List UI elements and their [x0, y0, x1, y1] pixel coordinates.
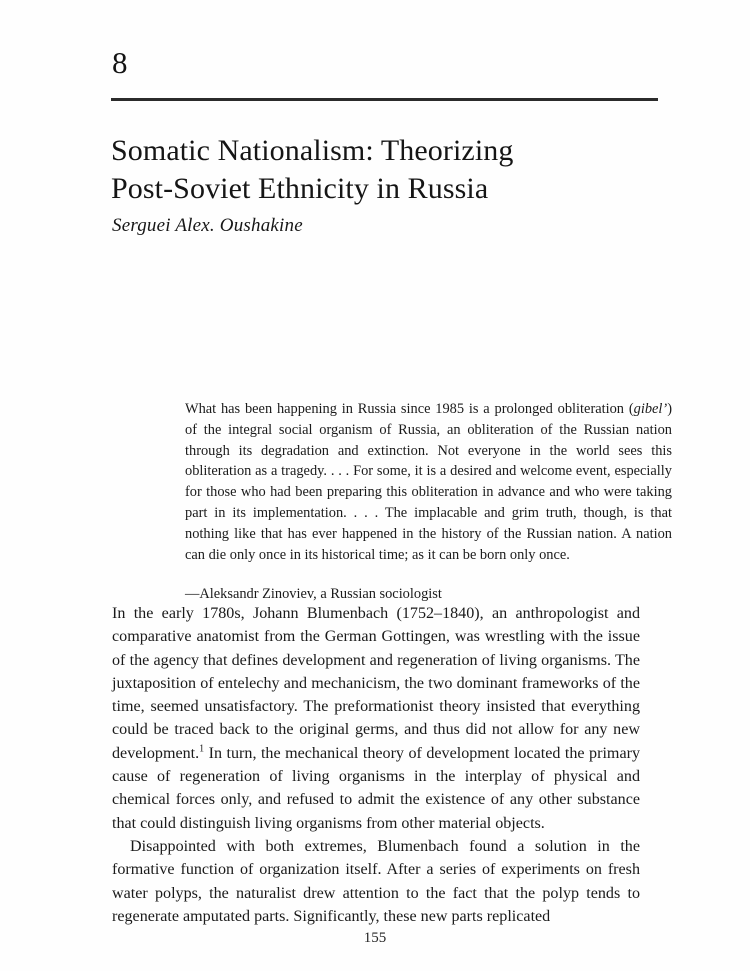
epigraph-text [185, 399, 672, 565]
chapter-title-line-1: Somatic Nationalism: Theorizing [111, 134, 514, 168]
body-paragraph-2: Disappointed with both extremes, Blumenbach found a solution in the formative function of organization itself. After a series of experiments on fresh water polyps, the naturalist drew attention to the fact that the polyp tends to regenerate amputated parts. Significantly, these new parts replicated [112, 837, 640, 925]
chapter-divider-rule [111, 98, 658, 101]
epigraph-text-part-1: What has been happening in Russia since 1985 is a prolonged obliteration ( [185, 401, 634, 417]
chapter-author: Serguei Alex. Oushakine [112, 215, 303, 236]
epigraph-block [185, 399, 672, 605]
body-paragraph-1-part-1: In the early 1780s, Johann Blumenbach (1752–1840), an anthropologist and comparative anatomist from the German Gottingen, was wrestling with the issue of the agency that defines development and regeneration of living organisms. The juxtaposition of entelechy and mechanicism, the two dominant frameworks of the time, seemed unsatisfactory. The preformationist theory insisted that everything could be traced back to the original germs, and thus did not allow for any new development. [112, 605, 640, 762]
chapter-title-line-2: Post-Soviet Ethnicity in Russia [111, 172, 489, 206]
epigraph-text-part-2: ) of the integral social organism of Russia, an obliteration of the Russian nation through its degradation and extinction. Not everyone in the world sees this obliteration as a tragedy. . . . For some, it is a desired and welcome event, especially for those who had been preparing this obliteration in advance and who were taking part in its implementation. . . . The implacable and grim truth, though, is that nothing like that has ever happened in the history of the Russian nation. A nation can die only once in its historical time; as it can be born only once. [185, 401, 672, 563]
footnote-marker-1: 1 [199, 743, 205, 755]
chapter-number: 8 [112, 45, 128, 80]
epigraph-italic-term: gibel’ [633, 401, 668, 417]
page-title [111, 132, 671, 208]
body-paragraph-1 [112, 602, 640, 835]
page-number: 155 [363, 930, 387, 946]
body-text-column [112, 602, 640, 928]
epigraph-attribution: —Aleksandr Zinoviev, a Russian sociologist [185, 586, 442, 603]
body-paragraph-1-part-2: In turn, the mechanical theory of development located the primary cause of regeneration of living organisms in the interplay of physical and chemical forces only, and refused to admit the existence of any other substance that could distinguish living organisms from other material objects. [112, 744, 640, 832]
